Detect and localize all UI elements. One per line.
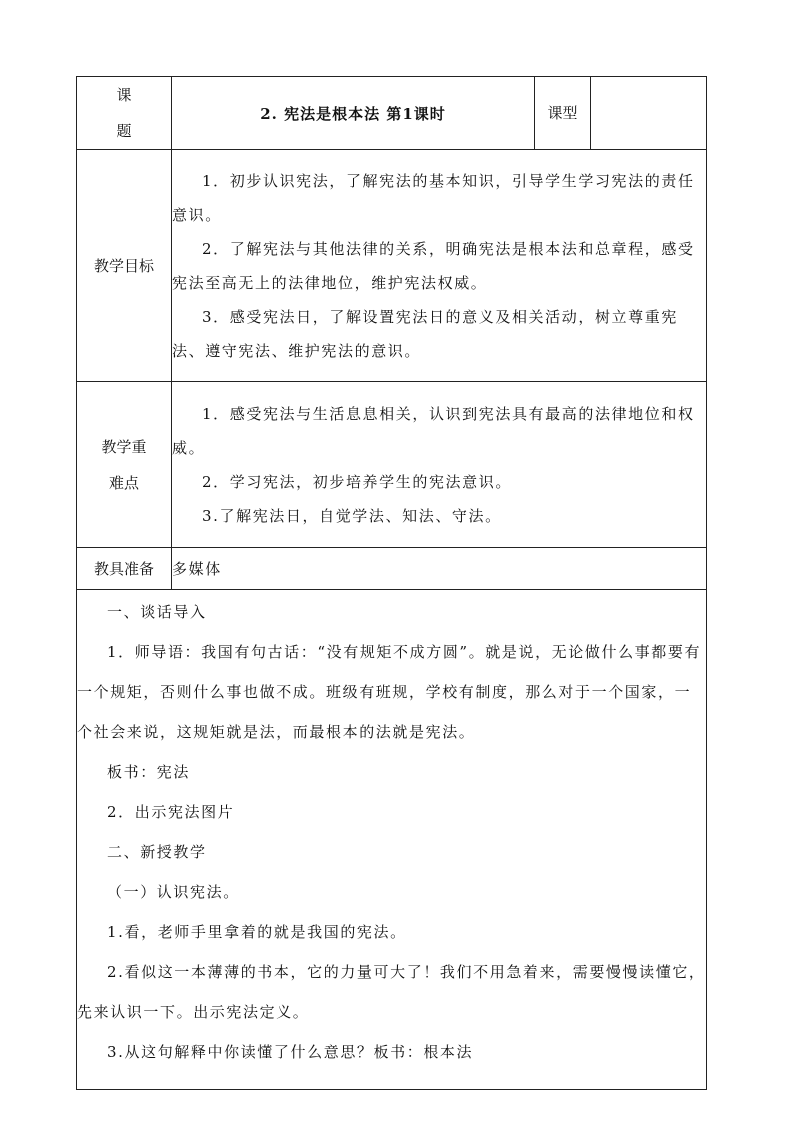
process-paragraph: 1.看，老师手里拿着的就是我国的宪法。 — [107, 923, 407, 941]
process-paragraph: 板书：宪法 — [107, 763, 191, 781]
goals-label: 教学目标 — [77, 150, 172, 382]
key-points-content — [172, 382, 707, 548]
goal-item: 3．感受宪法日，了解设置宪法日的意义及相关活动，树立尊重宪法、遵守宪法、维护宪法的意识。 — [172, 307, 678, 360]
key-point-item: 2．学习宪法，初步培养学生的宪法意识。 — [202, 472, 512, 491]
tools-row — [77, 548, 707, 590]
process-heading: 二、新授教学 — [107, 843, 207, 861]
process-content — [77, 590, 707, 1090]
key-points-label: 教学重 难点 — [77, 382, 172, 548]
key-point-item: 3.了解宪法日，自觉学法、知法、守法。 — [202, 506, 502, 525]
lesson-type-value — [591, 77, 707, 150]
process-paragraph: 1．师导语：我国有句古话：“没有规矩不成方圆”。就是说，无论做什么事都要有一个规矩，否则什么事也做不成。班级有班规，学校有制度，那么对于一个国家，一个社会来说，这规矩就是法，而最根本的法就是宪法。 — [77, 643, 702, 741]
goal-item: 1．初步认识宪法，了解宪法的基本知识，引导学生学习宪法的责任意识。 — [172, 171, 695, 224]
process-paragraph: 2．出示宪法图片 — [107, 803, 235, 821]
process-paragraph: 2.看似这一本薄薄的书本，它的力量可大了！我们不用急着来，需要慢慢读懂它，先来认识一下。出示宪法定义。 — [77, 963, 706, 1021]
process-row — [77, 590, 707, 1090]
key-points-row — [77, 382, 707, 548]
tools-label: 教具准备 — [77, 548, 172, 590]
header-row — [77, 77, 707, 150]
goals-row — [77, 150, 707, 382]
lesson-type-label: 课型 — [535, 77, 591, 150]
goals-content — [172, 150, 707, 382]
key-point-item: 1．感受宪法与生活息息相关，认识到宪法具有最高的法律地位和权威。 — [172, 404, 695, 457]
process-subheading: （一）认识宪法。 — [107, 883, 240, 901]
subject-label: 课 题 — [77, 77, 172, 150]
process-heading: 一、谈话导入 — [107, 603, 207, 621]
lesson-title: 2. 宪法是根本法 第1课时 — [172, 77, 535, 150]
goal-item: 2．了解宪法与其他法律的关系，明确宪法是根本法和总章程，感受宪法至高无上的法律地位，维护宪法权威。 — [172, 239, 695, 292]
process-paragraph: 3.从这句解释中你读懂了什么意思？板书：根本法 — [107, 1043, 474, 1061]
tools-value: 多媒体 — [172, 548, 707, 590]
lesson-plan-table — [76, 76, 707, 1090]
